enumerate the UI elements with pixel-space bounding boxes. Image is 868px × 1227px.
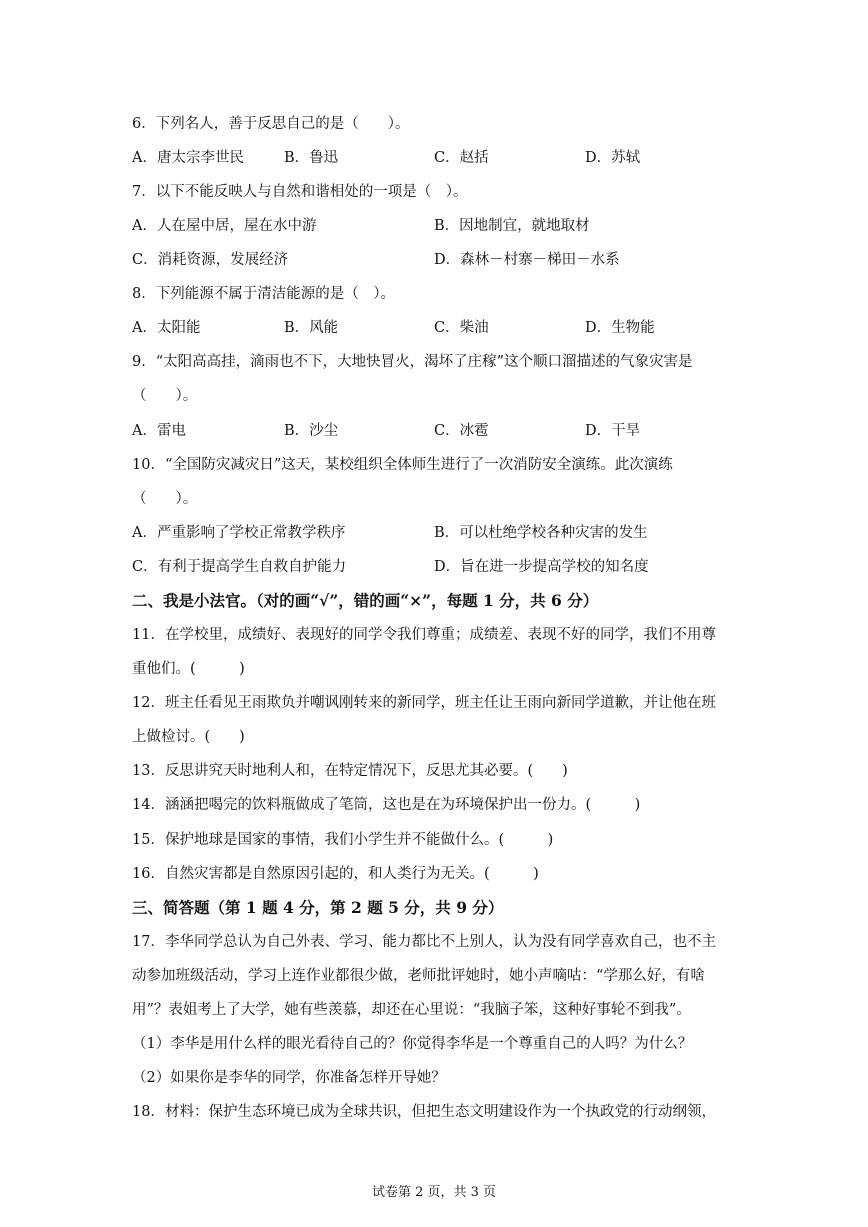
q9-option-d[interactable]: D．干旱 (585, 423, 641, 439)
q9-option-c[interactable]: C．冰雹 (434, 423, 489, 439)
q7-option-c[interactable]: C．消耗资源，发展经济 (132, 252, 289, 268)
q6-option-c[interactable]: C．赵括 (434, 150, 489, 166)
q14-line[interactable]: 14．涵涵把喝完的饮料瓶做成了笔筒，这也是在为环境保护出一份力。( ) (132, 797, 641, 813)
q17-sub1: （1）李华是用什么样的眼光看待自己的？你觉得李华是一个尊重自己的人吗？为什么？ (132, 1036, 693, 1052)
q8-stem: 8．下列能源不属于清洁能源的是（ ）。 (132, 286, 395, 302)
q18-line1: 18．材料：保护生态环境已成为全球共识，但把生态文明建设作为一个执政党的行动纲领， (132, 1104, 716, 1120)
q10-option-c[interactable]: C．有利于提高学生自救自护能力 (132, 559, 347, 575)
q9-stem-line2: （ ）。 (132, 388, 198, 404)
q11-line1: 11．在学校里，成绩好、表现好的同学令我们尊重；成绩差、表现不好的同学，我们不用尊 (132, 627, 716, 643)
q9-option-b[interactable]: B．沙尘 (284, 423, 339, 439)
q7-option-a[interactable]: A．人在屋中居，屋在水中游 (132, 218, 317, 234)
q10-stem-line1: 10．“全国防灾减灾日”这天，某校组织全体师生进行了一次消防安全演练。此次演练 (132, 457, 673, 473)
q7-stem: 7．以下不能反映人与自然和谐相处的一项是（ ）。 (132, 184, 468, 200)
q16-line[interactable]: 16．自然灾害都是自然原因引起的，和人类行为无关。( ) (132, 866, 539, 882)
q10-option-d[interactable]: D．旨在进一步提高学校的知名度 (434, 559, 649, 575)
q10-option-a[interactable]: A．严重影响了学校正常教学秩序 (132, 525, 346, 541)
q13-line[interactable]: 13．反思讲究天时地利人和，在特定情况下，反思尤其必要。( ) (132, 763, 568, 779)
q10-option-b[interactable]: B．可以杜绝学校各种灾害的发生 (434, 525, 648, 541)
q12-line1: 12．班主任看见王雨欺负并嘲讽刚转来的新同学，班主任让王雨向新同学道歉，并让他在班 (132, 695, 716, 711)
section-3-title: 三、简答题（第 1 题 4 分，第 2 题 5 分，共 9 分） (132, 898, 504, 917)
q15-line[interactable]: 15．保护地球是国家的事情，我们小学生并不能做什么。( ) (132, 832, 554, 848)
q9-option-a[interactable]: A．雷电 (132, 423, 186, 439)
q8-option-d[interactable]: D．生物能 (585, 320, 655, 336)
q11-line2[interactable]: 重他们。( ) (132, 661, 245, 677)
page-footer: 试卷第 2 页，共 3 页 (371, 1185, 497, 1200)
q8-option-a[interactable]: A．太阳能 (132, 320, 201, 336)
q10-stem-line2: （ ）。 (132, 491, 198, 507)
q6-option-b[interactable]: B．鲁迅 (284, 150, 339, 166)
q17-line3: 用”？表姐考上了大学，她有些羡慕，却还在心里说：“我脑子笨，这种好事轮不到我”。 (132, 1002, 691, 1018)
q7-option-d[interactable]: D．森林－村寨－梯田－水系 (434, 252, 620, 268)
q8-option-c[interactable]: C．柴油 (434, 320, 489, 336)
q6-option-a[interactable]: A．唐太宗李世民 (132, 150, 244, 166)
q6-stem: 6．下列名人，善于反思自己的是（ ）。 (132, 116, 410, 132)
q17-line2: 动参加班级活动，学习上连作业都很少做，老师批评她时，她小声嘀咕：“学那么好，有啥 (132, 968, 705, 984)
q9-stem-line1: 9．“太阳高高挂，滴雨也不下，大地快冒火，渴坏了庄稼”这个顺口溜描述的气象灾害是 (132, 354, 693, 370)
q12-line2[interactable]: 上做检讨。( ) (132, 729, 245, 745)
q6-option-d[interactable]: D．苏轼 (585, 150, 641, 166)
q17-line1: 17．李华同学总认为自己外表、学习、能力都比不上别人，认为没有同学喜欢自己，也不主 (132, 934, 716, 950)
q8-option-b[interactable]: B．风能 (284, 320, 339, 336)
q7-option-b[interactable]: B．因地制宜，就地取材 (434, 218, 590, 234)
q17-sub2: （2）如果你是李华的同学，你准备怎样开导她？ (132, 1070, 446, 1086)
section-2-title: 二、我是小法官。（对的画“√”，错的画“×”，每题 1 分，共 6 分） (132, 591, 599, 610)
